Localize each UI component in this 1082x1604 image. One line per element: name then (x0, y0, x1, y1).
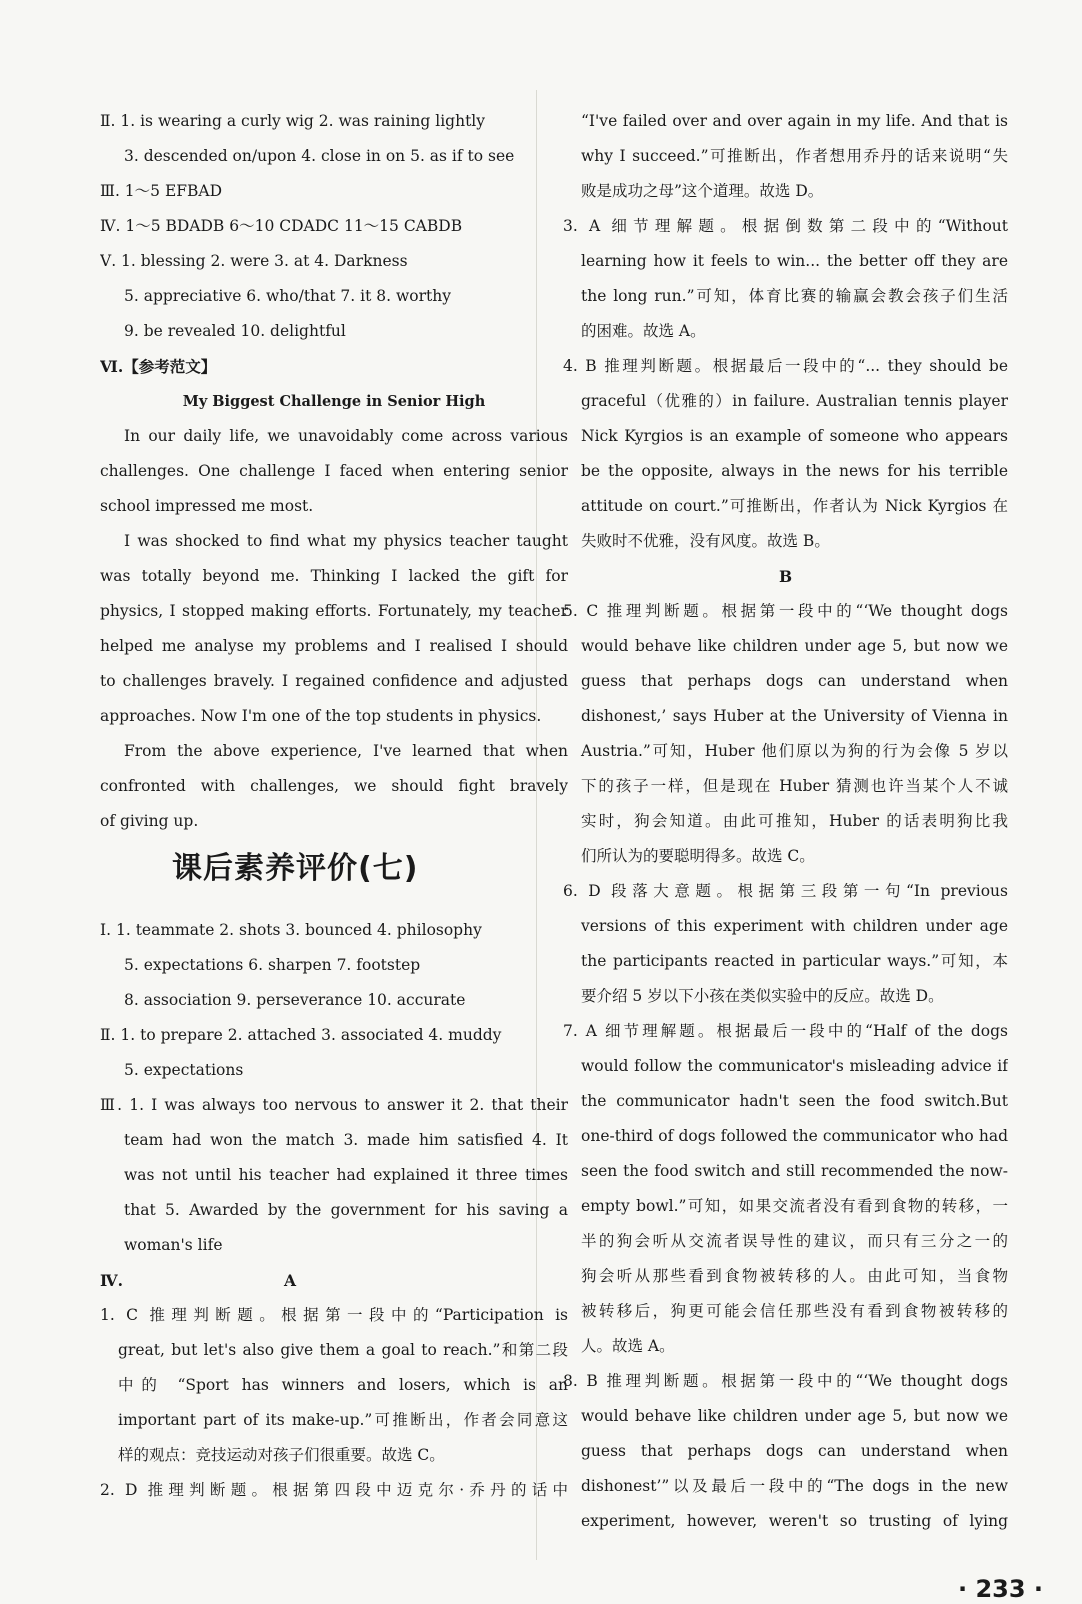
essay-line: challenges. One challenge I faced when entering senior (100, 462, 568, 480)
q4-explanation: be the opposite, always in the news for his terrible (581, 462, 1008, 480)
s3-answers: Ⅲ. 1. I was always too nervous to answer it 2. that their (100, 1096, 568, 1114)
essay-line: From the above experience, I've learned that when (124, 742, 568, 760)
essay-line: confronted with challenges, we should fight bravely (100, 777, 568, 795)
q4-explanation: Nick Kyrgios is an example of someone who appears (581, 427, 1008, 445)
q3-explanation: the long run.”可知，体育比赛的输赢会教会孩子们生活 (581, 287, 1008, 305)
section-title: 课后素养评价(七) (172, 851, 419, 886)
sec2-answers: Ⅱ. 1. is wearing a curly wig 2. was raining lightly (100, 112, 486, 130)
q6-explanation: 6. D 段落大意题。根据第三段第一句“In previous (563, 882, 1008, 900)
q3-explanation: learning how it feels to win... the better off they are (581, 252, 1008, 270)
q6-explanation: the participants reacted in particular ways.”可知，本 (581, 952, 1008, 970)
q3-explanation: 3. A 细节理解题。根据倒数第二段中的“Without (563, 217, 1008, 235)
part-b-heading: B (778, 567, 793, 586)
q7-explanation: 被转移后，狗更可能会信任那些没有看到食物被转移的 (581, 1302, 1008, 1320)
q1-explanation: important part of its make-up.”可推断出，作者会同意这 (118, 1411, 568, 1429)
s1-answers-cont: 5. expectations 6. sharpen 7. footstep (124, 956, 421, 974)
sec2-answers-cont: 3. descended on/upon 4. close in on 5. as if to see (124, 147, 515, 165)
q4-explanation: graceful（优雅的）in failure. Australian tennis player (581, 392, 1008, 410)
essay-line: In our daily life, we unavoidably come across various (124, 427, 568, 445)
q1-explanation: 中的 “Sport has winners and losers, which is an (118, 1376, 568, 1394)
essay-line: to challenges bravely. I regained confidence and adjusted (100, 672, 568, 690)
s1-answers-cont: 8. association 9. perseverance 10. accurate (124, 991, 466, 1009)
sec6-label: Ⅵ.【参考范文】 (100, 357, 217, 376)
q7-explanation: one-third of dogs followed the communicator who had (581, 1127, 1008, 1145)
s2-answers-cont: 5. expectations (124, 1061, 244, 1079)
q8-explanation: guess that perhaps dogs can understand when (581, 1442, 1008, 1460)
essay-line: of giving up. (100, 812, 199, 830)
q8-explanation: 8. B 推理判断题。根据第一段中的“‘We thought dogs (563, 1372, 1008, 1390)
s3-answers-cont: was not until his teacher had explained it three times (124, 1166, 568, 1184)
essay-line: was totally beyond me. Thinking I lacked the gift for (100, 567, 568, 585)
s3-answers-cont: that 5. Awarded by the government for his saving a (124, 1201, 568, 1219)
q8-explanation: dishonest’”以及最后一段中的“The dogs in the new (581, 1477, 1008, 1495)
q2-explanation-cont: “I've failed over and over again in my life. And that is (581, 112, 1008, 130)
q3-explanation: 的困难。故选 A。 (581, 322, 706, 340)
q6-explanation: 要介绍 5 岁以下小孩在类似实验中的反应。故选 D。 (581, 987, 944, 1005)
sec5-answers-cont: 9. be revealed 10. delightful (124, 322, 346, 340)
q1-explanation: great, but let's also give them a goal to reach.”和第二段 (118, 1341, 568, 1359)
part-a-heading: A (284, 1271, 297, 1290)
q5-explanation: Austria.”可知，Huber 他们原以为狗的行为会像 5 岁以 (581, 742, 1008, 760)
q7-explanation: empty bowl.”可知，如果交流者没有看到食物的转移，一 (581, 1197, 1008, 1215)
q7-explanation: 人。故选 A。 (581, 1337, 675, 1355)
s3-answers-cont: team had won the match 3. made him satisfied 4. It (124, 1131, 568, 1149)
q1-explanation: 样的观点：竞技运动对孩子们很重要。故选 C。 (118, 1446, 445, 1464)
q7-explanation: seen the food switch and still recommended the now- (581, 1162, 1008, 1180)
s2-answers: Ⅱ. 1. to prepare 2. attached 3. associated 4. muddy (100, 1026, 502, 1044)
q4-explanation: attitude on court.”可推断出，作者认为 Nick Kyrgios 在 (581, 497, 1008, 515)
q2-explanation-cont: why I succeed.”可推断出，作者想用乔丹的话来说明“失 (581, 147, 1008, 165)
essay-line: physics, I stopped making efforts. Fortunately, my teacher (100, 602, 568, 620)
q5-explanation: would behave like children under age 5, but now we (581, 637, 1008, 655)
essay-line: I was shocked to find what my physics teacher taught (124, 532, 568, 550)
q2-explanation: 2. D 推理判断题。根据第四段中迈克尔·乔丹的话中 (100, 1481, 568, 1499)
q5-explanation: 实时，狗会知道。由此可推知，Huber 的话表明狗比我 (581, 812, 1008, 830)
q6-explanation: versions of this experiment with children under age (581, 917, 1008, 935)
q7-explanation: the communicator hadn't seen the food switch.But (581, 1092, 1008, 1110)
essay-line: helped me analyse my problems and I realised I should (100, 637, 568, 655)
q2-explanation-cont: 败是成功之母”这个道理。故选 D。 (581, 182, 824, 200)
q5-explanation: 下的孩子一样，但是现在 Huber 猜测也许当某个人不诚 (581, 777, 1008, 795)
essay-line: school impressed me most. (100, 497, 314, 515)
q8-explanation: experiment, however, weren't so trusting of lying (581, 1512, 1008, 1530)
q7-explanation: 7. A 细节理解题。根据最后一段中的“Half of the dogs (563, 1022, 1008, 1040)
q1-explanation: 1. C 推理判断题。根据第一段中的“Participation is (100, 1306, 568, 1324)
q7-explanation: 半的狗会听从交流者误导性的建议，而只有三分之一的 (581, 1232, 1008, 1250)
sec5-answers-cont: 5. appreciative 6. who/that 7. it 8. worthy (124, 287, 451, 305)
q4-explanation: 失败时不优雅，没有风度。故选 B。 (581, 532, 830, 550)
s1-answers: Ⅰ. 1. teammate 2. shots 3. bounced 4. philosophy (100, 921, 482, 939)
q8-explanation: would behave like children under age 5, but now we (581, 1407, 1008, 1425)
sec3-answers: Ⅲ. 1～5 EFBAD (100, 182, 223, 200)
q5-explanation: 们所认为的要聪明得多。故选 C。 (581, 847, 815, 865)
q4-explanation: 4. B 推理判断题。根据最后一段中的“... they should be (563, 357, 1008, 375)
essay-line: approaches. Now I'm one of the top students in physics. (100, 707, 542, 725)
sec5-answers: Ⅴ. 1. blessing 2. were 3. at 4. Darkness (100, 252, 408, 270)
sec4-answers: Ⅳ. 1～5 BDADB 6～10 CDADC 11～15 CABDB (100, 217, 463, 235)
page-number: · 233 · (958, 1575, 1044, 1603)
left-column (100, 104, 568, 1508)
q7-explanation: would follow the communicator's misleading advice if (581, 1057, 1008, 1075)
s3-answers-cont: woman's life (124, 1236, 223, 1254)
q5-explanation: 5. C 推理判断题。根据第一段中的“‘We thought dogs (563, 602, 1008, 620)
s4-header (100, 1263, 568, 1298)
right-column (563, 104, 1008, 1539)
essay-title: My Biggest Challenge in Senior High (182, 393, 486, 410)
q5-explanation: guess that perhaps dogs can understand when (581, 672, 1008, 690)
s4-label: Ⅳ. (100, 1271, 123, 1290)
q7-explanation: 狗会听从那些看到食物被转移的人。由此可知，当食物 (581, 1267, 1008, 1285)
q5-explanation: dishonest,’ says Huber at the University of Vienna in (581, 707, 1008, 725)
